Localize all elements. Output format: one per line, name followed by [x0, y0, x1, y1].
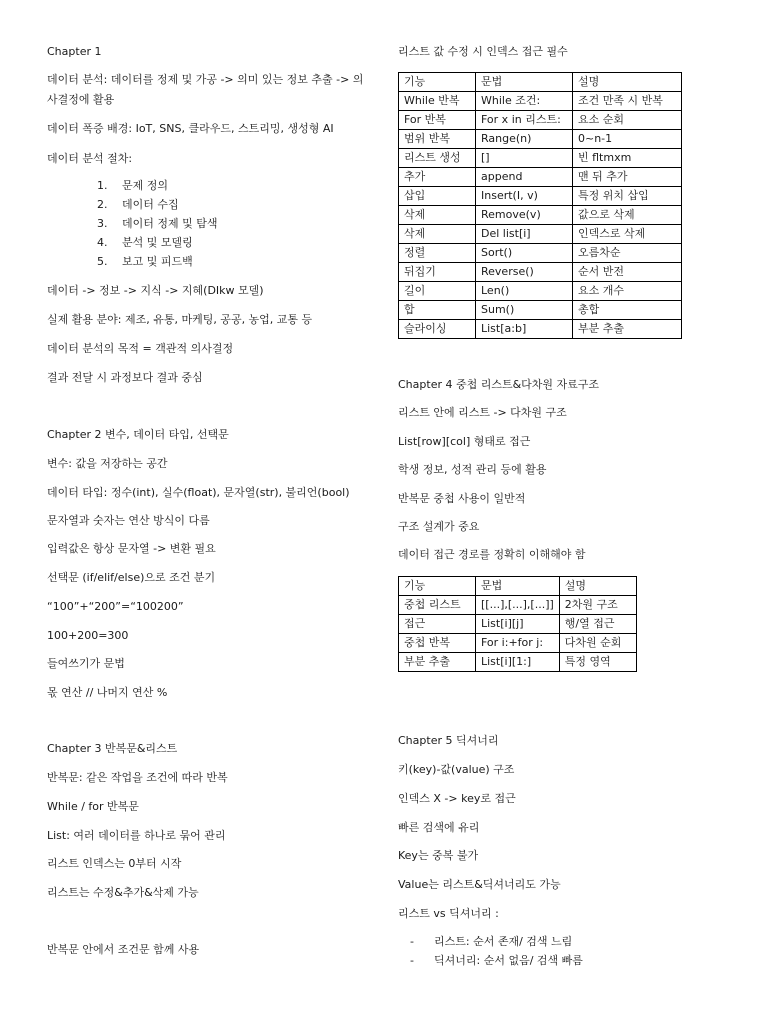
table-cell: append	[476, 168, 573, 187]
table-cell: Sort()	[476, 244, 573, 263]
chapter2-types: 데이터 타입: 정수(int), 실수(float), 문자열(str), 불리언(bool)	[47, 486, 350, 499]
top-note: 리스트 값 수정 시 인덱스 접근 필수	[398, 45, 568, 58]
list-item: 3. 데이터 정제 및 탐색	[97, 217, 218, 230]
table-row	[399, 653, 637, 672]
chapter1-procedure-label: 데이터 분석 절차:	[47, 152, 133, 165]
table-cell: Del list[i]	[476, 225, 573, 244]
table-cell: Insert(I, v)	[476, 187, 573, 206]
chapter5-value: Value는 리스트&딕셔너리도 가능	[398, 878, 561, 891]
table-cell: 중첩 반복	[399, 634, 476, 653]
chapter2-string-number: 문자열과 숫자는 연산 방식이 다름	[47, 514, 210, 527]
nested-list-table	[398, 576, 637, 672]
table-cell: While 조건:	[476, 92, 573, 111]
chapter3-loop: 반복문: 같은 작업을 조건에 따라 반복	[47, 771, 228, 784]
chapter3-while-for: While / for 반복문	[47, 800, 139, 813]
table-row	[399, 111, 682, 130]
list-item: 5. 보고 및 피드백	[97, 255, 193, 268]
table-cell: 인덱스로 삭제	[573, 225, 682, 244]
table-cell: 0~n-1	[573, 130, 682, 149]
table-cell: List[i][j]	[476, 615, 560, 634]
table-row	[399, 320, 682, 339]
chapter5-kv: 키(key)-값(value) 구조	[398, 763, 515, 776]
list-item: 1. 문제 정의	[97, 179, 169, 192]
table-cell: 삽입	[399, 187, 476, 206]
table-cell: For 반복	[399, 111, 476, 130]
chapter1-definition: 데이터 분석: 데이터를 정제 및 가공 -> 의미 있는 정보 추출 -> 의사결정에 활용	[47, 73, 364, 106]
chapter4-nested: 리스트 안에 리스트 -> 다차원 구조	[398, 406, 567, 419]
table-cell: 2차원 구조	[559, 596, 636, 615]
chapter4-nested-loop: 반복문 중첩 사용이 일반적	[398, 492, 526, 505]
chapter1-purpose: 데이터 분석의 목적 = 객관적 의사결정	[47, 342, 234, 355]
table-cell: 범위 반복	[399, 130, 476, 149]
table-cell: []	[476, 149, 573, 168]
chapter4-access: List[row][col] 형태로 접근	[398, 435, 531, 448]
table-cell: 맨 뒤 추가	[573, 168, 682, 187]
table-cell: 행/열 접근	[559, 615, 636, 634]
chapter5-title: Chapter 5 딕셔너리	[398, 734, 499, 747]
chapter2-if: 선택문 (if/elif/else)으로 조건 분기	[47, 571, 216, 584]
table-cell: 요소 개수	[573, 282, 682, 301]
table-cell: 요소 순회	[573, 111, 682, 130]
table-cell: Len()	[476, 282, 573, 301]
table-cell: 추가	[399, 168, 476, 187]
table-row	[399, 244, 682, 263]
table-cell: List[a:b]	[476, 320, 573, 339]
chapter1-dikw: 데이터 -> 정보 -> 지식 -> 지혜(DIkw 모델)	[47, 284, 264, 297]
table-cell: 문법	[476, 577, 560, 596]
chapter5-unique: Key는 중복 불가	[398, 849, 479, 862]
table-header-row	[399, 577, 637, 596]
chapter5-key-access: 인덱스 X -> key로 접근	[398, 792, 516, 805]
chapter3-title: Chapter 3 반복문&리스트	[47, 742, 178, 755]
list-item: 4. 분석 및 모델링	[97, 236, 193, 249]
table-row	[399, 149, 682, 168]
table-cell: 문법	[476, 73, 573, 92]
table-cell: 삭제	[399, 206, 476, 225]
table-cell: 설명	[573, 73, 682, 92]
table-row	[399, 634, 637, 653]
table-cell: 리스트 생성	[399, 149, 476, 168]
table-row	[399, 596, 637, 615]
table-cell: 오름차순	[573, 244, 682, 263]
table-cell: For x in 리스트:	[476, 111, 573, 130]
table-cell: Range(n)	[476, 130, 573, 149]
table-row	[399, 168, 682, 187]
table-row	[399, 263, 682, 282]
table-cell: For i:+for j:	[476, 634, 560, 653]
table-cell: Remove(v)	[476, 206, 573, 225]
chapter4-title: Chapter 4 중첩 리스트&다차원 자료구조	[398, 378, 600, 391]
chapter5-fast: 빠른 검색에 유리	[398, 821, 480, 834]
list-item: 2. 데이터 수집	[97, 198, 179, 211]
table-cell: 중첩 리스트	[399, 596, 476, 615]
chapter2-input: 입력값은 항상 문자열 -> 변환 필요	[47, 542, 216, 555]
table-cell: [[...],[...],[...]]	[476, 596, 560, 615]
list-item: - 리스트: 순서 존재/ 검색 느림	[410, 935, 573, 948]
chapter3-loop-if: 반복문 안에서 조건문 함께 사용	[47, 943, 200, 956]
chapter3-list: List: 여러 데이터를 하나로 묶어 관리	[47, 829, 226, 842]
list-item: - 딕셔너리: 순서 없음/ 검색 빠름	[410, 954, 583, 967]
table-cell: 빈 fltmxm	[573, 149, 682, 168]
table-cell: 값으로 삭제	[573, 206, 682, 225]
chapter2-operators: 몫 연산 // 나머지 연산 %	[47, 686, 168, 699]
chapter2-title: Chapter 2 변수, 데이터 타입, 선택문	[47, 428, 229, 441]
chapter2-number-add: 100+200=300	[47, 629, 129, 642]
table-row	[399, 206, 682, 225]
table-row	[399, 92, 682, 111]
table-cell: 기능	[399, 577, 476, 596]
table-cell: 조건 만족 시 반복	[573, 92, 682, 111]
table-row	[399, 225, 682, 244]
table-cell: 설명	[559, 577, 636, 596]
chapter1-background: 데이터 폭증 배경: IoT, SNS, 클라우드, 스트리밍, 생성형 AI	[47, 122, 334, 135]
chapter2-string-concat: “100”+“200”=“100200”	[47, 600, 184, 613]
table-cell: 기능	[399, 73, 476, 92]
table-cell: 정렬	[399, 244, 476, 263]
table-cell: 합	[399, 301, 476, 320]
table-cell: 특정 위치 삽입	[573, 187, 682, 206]
table-cell: Reverse()	[476, 263, 573, 282]
table-cell: 순서 반전	[573, 263, 682, 282]
list-functions-table	[398, 72, 682, 339]
table-cell: 특정 영역	[559, 653, 636, 672]
table-cell: 총합	[573, 301, 682, 320]
table-cell: Sum()	[476, 301, 573, 320]
chapter2-variable: 변수: 값을 저장하는 공간	[47, 457, 168, 470]
table-row	[399, 187, 682, 206]
table-row	[399, 282, 682, 301]
table-row	[399, 301, 682, 320]
chapter3-mutable: 리스트는 수정&추가&삭제 가능	[47, 886, 199, 899]
table-cell: 삭제	[399, 225, 476, 244]
chapter4-path: 데이터 접근 경로를 정확히 이해해야 함	[398, 548, 586, 561]
table-cell: 길이	[399, 282, 476, 301]
table-cell: List[i][1:]	[476, 653, 560, 672]
chapter1-result: 결과 전달 시 과정보다 결과 중심	[47, 371, 203, 384]
table-cell: 부분 추출	[399, 653, 476, 672]
chapter2-indent: 들여쓰기가 문법	[47, 657, 125, 670]
table-cell: 다차원 순회	[559, 634, 636, 653]
table-cell: 접근	[399, 615, 476, 634]
chapter5-compare: 리스트 vs 딕셔너리 :	[398, 907, 499, 920]
table-cell: 뒤집기	[399, 263, 476, 282]
table-header-row	[399, 73, 682, 92]
chapter1-fields: 실제 활용 분야: 제조, 유통, 마케팅, 공공, 농업, 교통 등	[47, 313, 313, 326]
table-cell: While 반복	[399, 92, 476, 111]
table-cell: 부분 추출	[573, 320, 682, 339]
chapter1-title: Chapter 1	[47, 45, 102, 58]
table-cell: 슬라이싱	[399, 320, 476, 339]
chapter4-usage: 학생 정보, 성적 관리 등에 활용	[398, 463, 547, 476]
chapter4-design: 구조 설계가 중요	[398, 520, 480, 533]
table-row	[399, 130, 682, 149]
table-row	[399, 615, 637, 634]
chapter3-index: 리스트 인덱스는 0부터 시작	[47, 857, 182, 870]
